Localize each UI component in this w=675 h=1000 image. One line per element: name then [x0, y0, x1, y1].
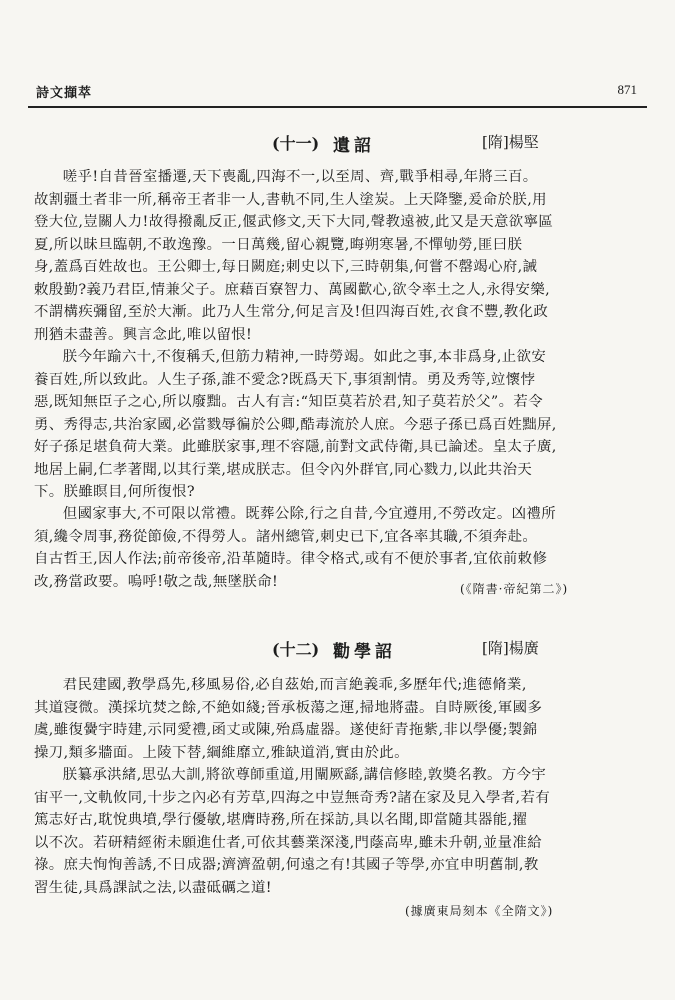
text-line: 惡,既知無臣子之心,所以廢黜。古人有言:“知臣莫若於君,知子莫若於父”。若令 — [34, 394, 543, 410]
paragraph — [34, 346, 640, 504]
page-number: 871 — [617, 82, 637, 97]
text-line: 敕殷勤?義乃君臣,情兼父子。庶藉百寮智力、萬國歡心,欲令率土之人,永得安樂, — [34, 281, 551, 298]
text-line: 須,纔令周事,務從節儉,不得勞人。諸州總管,刺史已下,宜各率其職,不須奔赴。 — [34, 528, 538, 545]
text-line: 下。朕雖瞑目,何所復恨? — [34, 484, 195, 500]
text-line: 刑猶未盡善。興言念此,唯以留恨! — [34, 326, 253, 343]
section-number: (十一) — [272, 134, 320, 153]
text-line: 登大位,豈關人力!故得撥亂反正,偃武修文,天下大同,聲教遠被,此又是天意欲寧區 — [34, 214, 554, 230]
source-citation: (據廣東局刻本《全隋文》) — [405, 904, 554, 918]
text-line: 習生徒,具爲課試之法,以盡砥礪之道! — [34, 879, 272, 896]
text-line: 君民建國,教學爲先,移風易俗,必自茲始,而言絶義乖,多歷年代;進德脩業, — [62, 677, 527, 693]
text-line: 嗟乎!自昔晉室播遷,天下喪亂,四海不一,以至周、齊,戰爭相尋,年將三百。 — [62, 169, 538, 185]
text-line: 但國家事大,不可限以常禮。既葬公除,行之自昔,今宜遵用,不勞改定。凶禮所 — [62, 506, 556, 522]
paragraph — [34, 674, 640, 764]
paragraph — [34, 166, 640, 346]
text-line: 養百姓,所以致此。人生子孫,誰不愛念?既爲天下,事須割情。勇及秀等,竝懷悖 — [34, 371, 536, 388]
section-title: 遺詔 — [333, 136, 375, 156]
text-line: 其道寖微。漢採坑焚之餘,不絶如綫;晉承板蕩之運,掃地將盡。自時厥後,軍國多 — [34, 699, 543, 716]
text-line: 以不次。若研精經術未願進仕者,可依其藝業深淺,門蔭高卑,雖未升朝,並量准給 — [34, 834, 542, 851]
text-line: 改,務當政要。嗚呼!敬之哉,無墜朕命! — [34, 573, 279, 590]
text-line: 篤志好古,耽悅典墳,學行優敏,堪膺時務,所在採訪,具以名聞,即當隨其器能,擢 — [34, 812, 528, 828]
section-11-heading — [0, 131, 675, 157]
text-line: 祿。庶夫恂恂善誘,不日成器;濟濟盈朝,何遠之有!其國子等學,亦宜申明舊制,教 — [34, 857, 539, 873]
text-line: 操刀,類多牆面。上陵下替,綱維靡立,雅缺道消,實由於此。 — [34, 744, 409, 761]
section-title: 勸學詔 — [333, 642, 396, 662]
text-line: 地居上嗣,仁孝著聞,以其行業,堪成朕志。但令內外群官,同心戮力,以此共治天 — [34, 461, 533, 478]
section-number: (十二) — [272, 640, 320, 659]
text-line: 虞,雖復黌宇時建,示同愛禮,函丈或陳,殆爲虛器。遂使紆青拖紫,非以學優;製錦 — [34, 722, 538, 738]
book-title: 詩文擷萃 — [36, 86, 93, 101]
text-line: 夏,所以昧旦臨朝,不敢逸豫。一日萬幾,留心親覽,晦朔寒暑,不憚劬勞,匪曰朕 — [34, 236, 523, 253]
text-line: 自古哲王,因人作法;前帝後帝,沿革隨時。律令格式,或有不便於事者,宜依前敕修 — [34, 551, 548, 567]
text-line: 身,蓋爲百姓故也。王公卿士,每日闕庭;刺史以下,三時朝集,何嘗不罄竭心府,誡 — [34, 259, 538, 275]
text-line: 不謂構疾彌留,至於大漸。此乃人生常分,何足言及!但四海百姓,衣食不豐,教化政 — [34, 304, 549, 320]
section-author: [隋]楊堅 — [482, 133, 539, 151]
paragraph — [34, 764, 640, 899]
text-line: 宙平一,文軌攸同,十步之內必有芳草,四海之中豈無奇秀?諸在家及見入學者,若有 — [34, 789, 551, 806]
text-line: 故割疆土者非一所,稱帝王者非一人,書軌不同,生人塗炭。上天降鑒,爰命於朕,用 — [34, 191, 547, 208]
text-line: 勇、秀得志,共治家國,必當戮辱徧於公卿,酷毒流於人庶。今惡子孫已爲百姓黜屏, — [34, 416, 557, 433]
text-line: 朕纂承洪緒,思弘大訓,將欲尊師重道,用闡厥繇,講信修睦,敦奬名教。方今宇 — [62, 767, 547, 783]
section-author: [隋]楊廣 — [482, 639, 539, 657]
text-line: 好子孫足堪負荷大業。此雖朕家事,理不容隱,前對文武侍衛,具已論述。皇太子廣, — [34, 439, 557, 455]
text-line: 朕今年踰六十,不復稱夭,但筋力精神,一時勞竭。如此之事,本非爲身,止欲安 — [62, 349, 547, 365]
section-12-heading — [0, 637, 675, 663]
running-header — [28, 82, 647, 108]
source-citation: (《隋書·帝紀第二》) — [460, 582, 569, 596]
